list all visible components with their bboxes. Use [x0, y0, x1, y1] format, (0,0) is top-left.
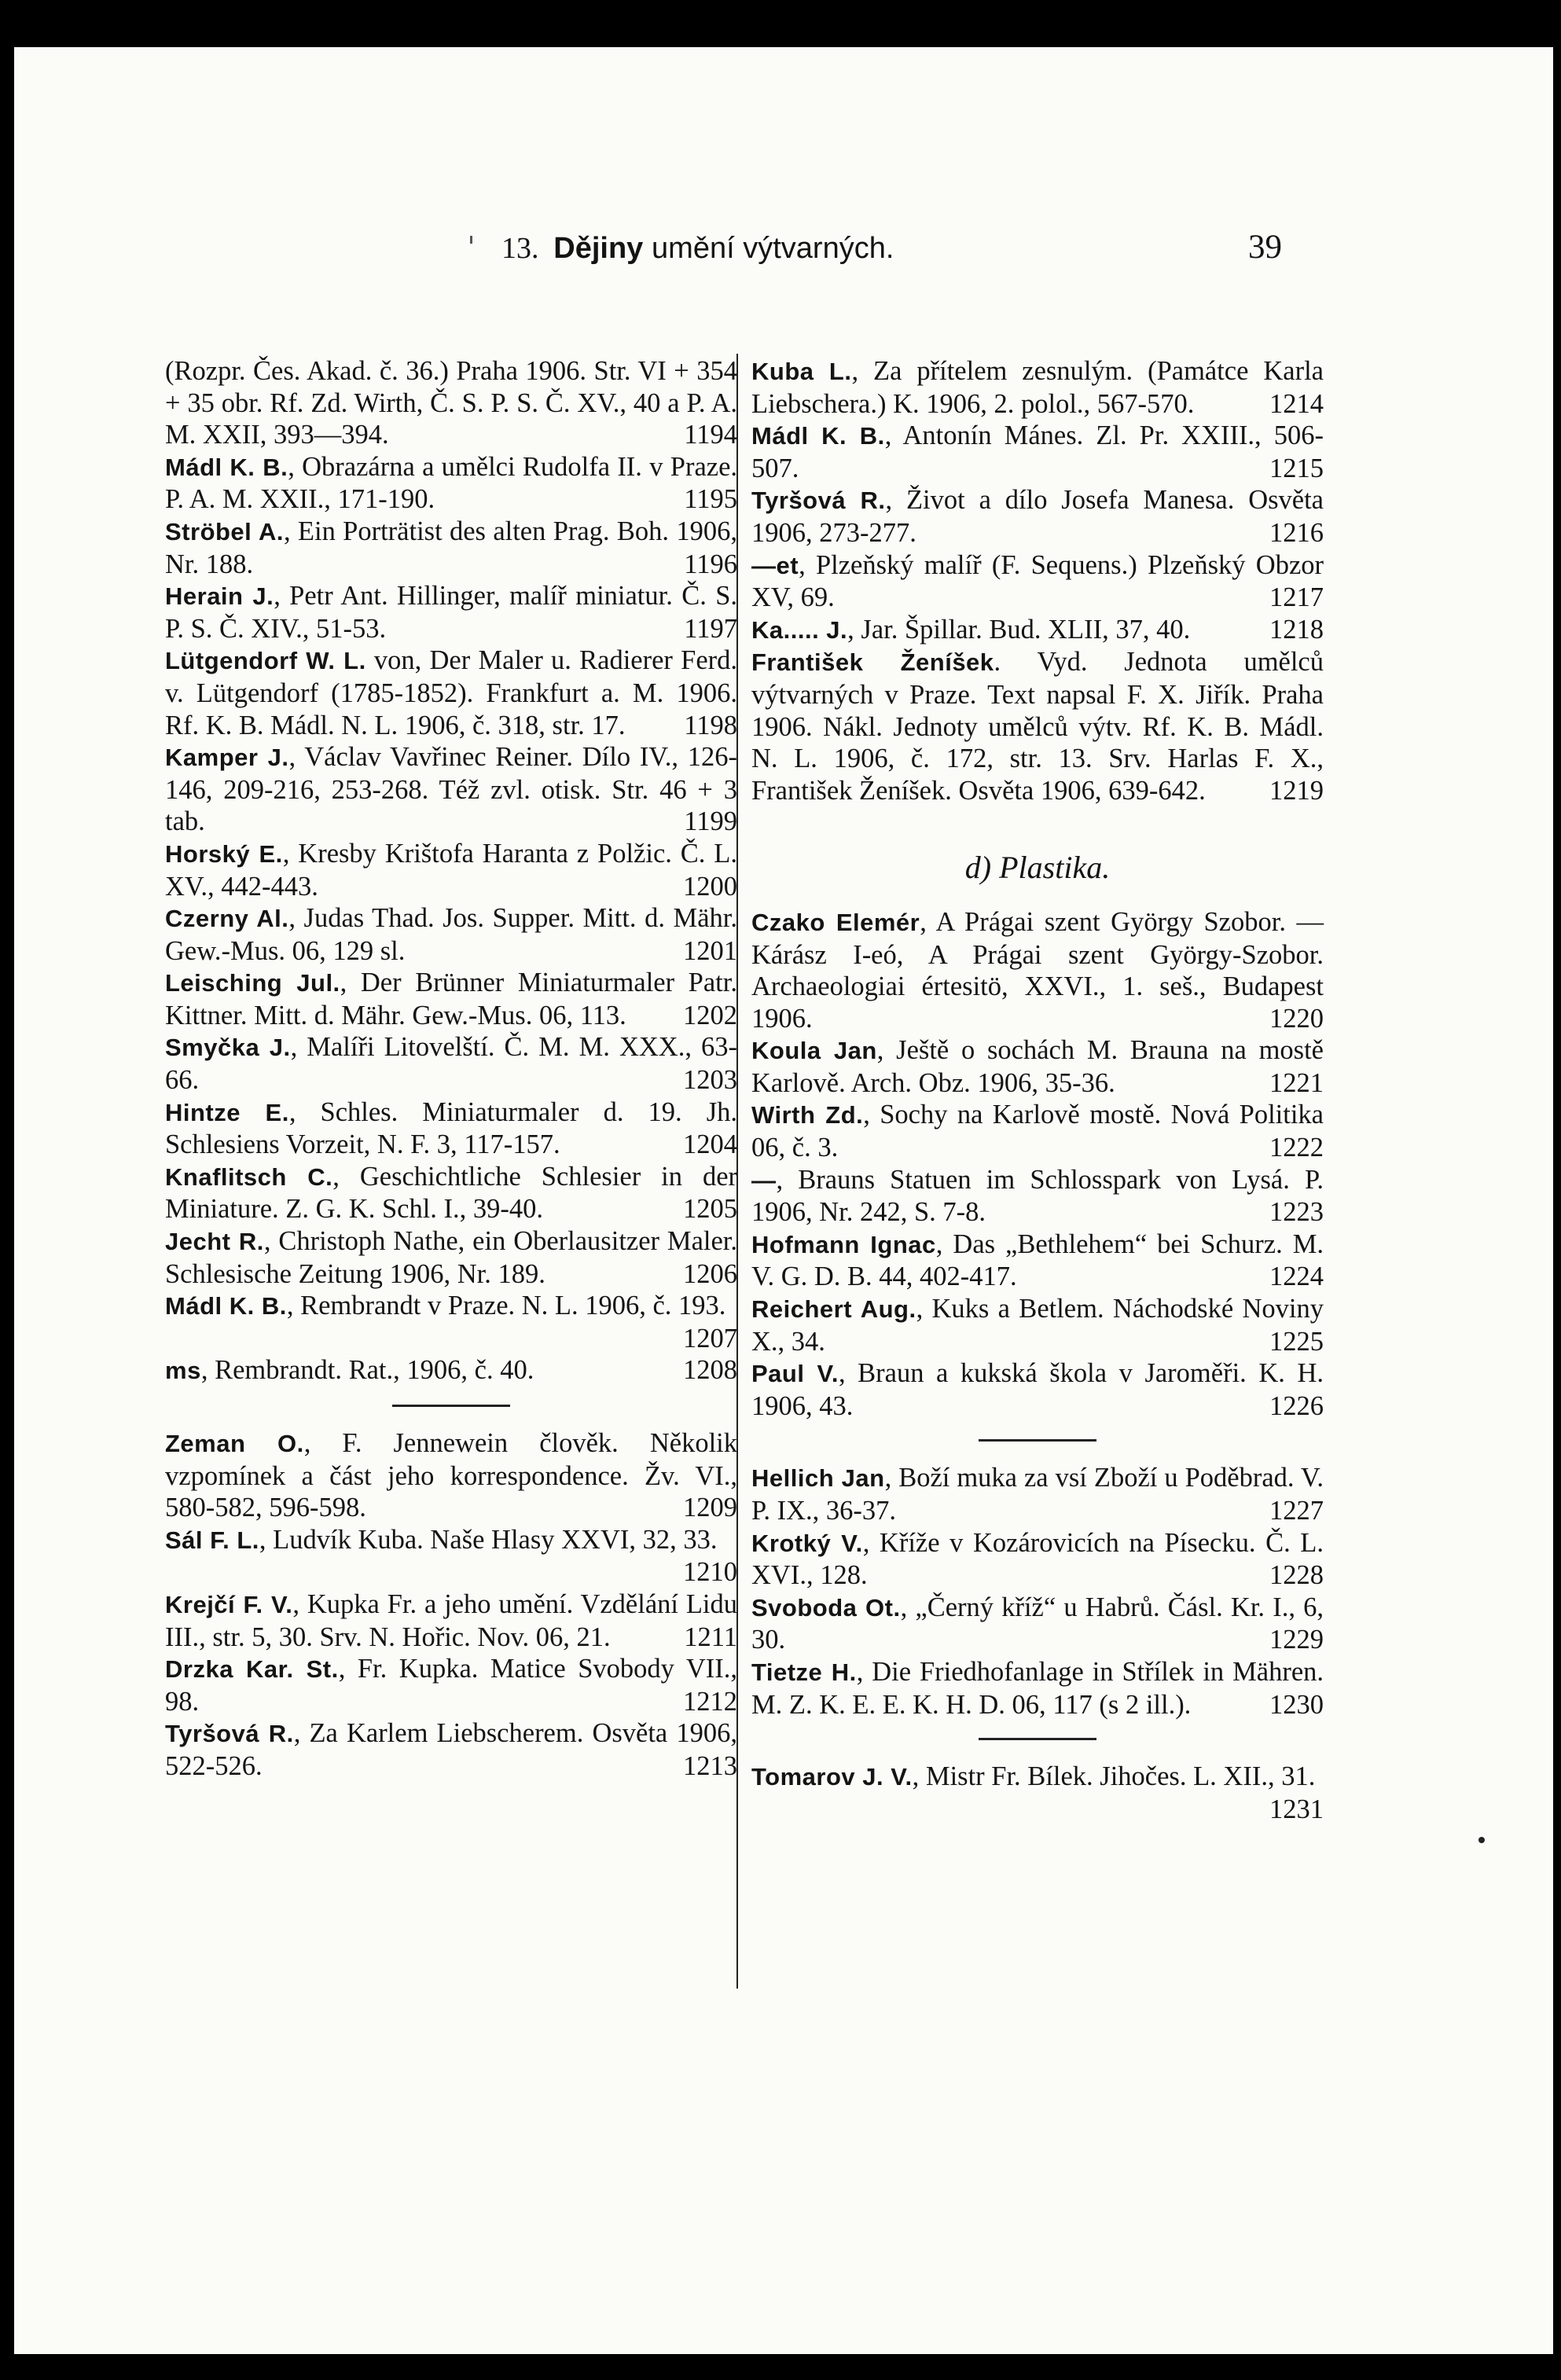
- entry-number: 1213: [683, 1750, 737, 1781]
- page-number: 39: [1248, 229, 1282, 266]
- bibliography-entry: [165, 1161, 737, 1225]
- entry-text: , Ein Porträtist des alten Prag. Boh. 1906, Nr. 188.: [165, 516, 737, 579]
- entry-text: , Fr. Kupka. Matice Svobody VII., 98.: [165, 1654, 737, 1717]
- bibliography-entry: [165, 741, 737, 838]
- entry-author: Kuba L.: [751, 358, 852, 385]
- entry-text: , Sochy na Karlově mostě. Nová Politika 06, č. 3.: [751, 1100, 1324, 1163]
- entry-number: 1229: [1269, 1625, 1324, 1655]
- running-header: [14, 228, 1553, 291]
- entry-author: Hellich Jan: [751, 1464, 885, 1493]
- entry-author: Svoboda Ot.: [751, 1593, 901, 1622]
- entry-text: . Vyd. Jednota umělců výtvarných v Praze. Text napsal F. X. Jiřík. Praha 1906. Nákl. Jednoty umělců výtv. Rf. K. B. Mádl. N. L. 1906, č. 172, str. 13. Srv. Harlas F. X., František Ženíšek. Osvěta 1906, 639-642.: [751, 647, 1324, 806]
- entry-author: Mádl K. B.: [751, 422, 885, 450]
- chapter-number: 13.: [501, 232, 539, 265]
- bibliography-entry: [751, 646, 1324, 806]
- entry-author: —et: [751, 551, 799, 579]
- entry-number: 1196: [684, 549, 737, 579]
- entry-text: , Za přítelem zesnulým. (Památce Karla Liebschera.) K. 1906, 2. polol., 567-570.: [751, 356, 1324, 419]
- bibliography-entry: [165, 1354, 737, 1387]
- bibliography-entry: [165, 451, 737, 516]
- bibliography-entry: [751, 1761, 1324, 1825]
- entry-number: 1206: [683, 1258, 737, 1289]
- section-heading-plastika: d) Plastika.: [964, 850, 1111, 886]
- entry-number: 1215: [1269, 453, 1324, 483]
- entry-author: Wirth Zd.: [751, 1101, 864, 1129]
- entry-text: , Kuks a Betlem. Náchodské Noviny X., 34.: [751, 1294, 1324, 1357]
- bibliography-entry: [751, 1229, 1324, 1293]
- entry-number: 1201: [683, 935, 737, 966]
- entry-author: Kamper J.: [165, 744, 289, 772]
- entry-author: ms: [165, 1357, 201, 1385]
- bibliography-entry: [751, 1164, 1324, 1229]
- entry-number: 1226: [1269, 1390, 1324, 1421]
- entry-text: , F. Jennewein člověk. Několik vzpomínek a část jeho korrespondence. Žv. VI., 580-582, 596-598.: [165, 1428, 737, 1523]
- entry-number: 1195: [684, 484, 737, 515]
- bibliography-entry: [165, 645, 737, 741]
- entry-text: , Rembrandt. Rat., 1906, č. 40.: [200, 1355, 534, 1386]
- entry-author: Hintze E.: [165, 1098, 289, 1126]
- bibliography-entry: [165, 902, 737, 967]
- left-column: [165, 355, 737, 1783]
- entry-author: Czerny Al.: [165, 905, 289, 933]
- entry-number: 1199: [684, 806, 737, 837]
- entry-author: Drzka Kar. St.: [165, 1655, 339, 1684]
- entry-author: Tyršová R.: [165, 1720, 294, 1748]
- bibliography-entry: [165, 1717, 737, 1782]
- entry-text: , Život a dílo Josefa Manesa. Osvěta 1906, 273-277.: [751, 485, 1324, 548]
- entry-text: , Braun a kukská škola v Jaroměři. K. H. 1906, 43.: [751, 1358, 1324, 1421]
- section-separator: [979, 1439, 1096, 1442]
- entry-author: Smyčka J.: [165, 1034, 291, 1062]
- entry-author: Horský E.: [165, 839, 283, 868]
- bibliography-entry: [165, 1653, 737, 1717]
- entry-author: Zeman O.: [165, 1430, 304, 1457]
- entry-author: Tyršová R.: [751, 487, 886, 515]
- bibliography-entry: [751, 1099, 1324, 1163]
- entry-text: , Plzeňský malíř (F. Sequens.) Plzeňský Obzor XV, 69.: [751, 549, 1324, 613]
- entry-text: , Mistr Fr. Bílek. Jihočes. L. XII., 31.: [912, 1761, 1316, 1792]
- entry-number: 1194: [684, 420, 737, 450]
- entry-text: von, Der Maler u. Radierer Ferd. v. Lütgendorf (1785-1852). Frankfurt a. M. 1906. Rf. K. B. Mádl. N. L. 1906, č. 318, str. 17.: [165, 645, 737, 740]
- entry-author: Czako Elemér: [751, 908, 920, 936]
- bibliography-entry: [751, 1462, 1324, 1526]
- entry-text: , Die Friedhofanlage in Střílek in Mähren. M. Z. K. E. E. K. H. D. 06, 117 (s 2 ill.).: [751, 1656, 1324, 1720]
- bibliography-entry: [165, 1589, 737, 1653]
- entry-text: , Obrazárna a umělci Rudolfa II. v Praze. P. A. M. XXII., 171-190.: [165, 451, 738, 515]
- entry-number: 1231: [1269, 1794, 1324, 1824]
- bibliography-entry: [751, 1592, 1324, 1656]
- entry-author: Reichert Aug.: [751, 1295, 916, 1324]
- entry-text: , „Černý kříž“ u Habrů. Čásl. Kr. I., 6, 30.: [751, 1592, 1324, 1655]
- entry-text: , Christoph Nathe, ein Oberlausitzer Maler. Schlesische Zeitung 1906, Nr. 189.: [165, 1226, 737, 1289]
- entry-author: Sál F. L.: [165, 1526, 259, 1554]
- entry-author: Ströbel A.: [165, 517, 284, 545]
- entry-text: , Za Karlem Liebscherem. Osvěta 1906, 522-526.: [165, 1718, 737, 1781]
- entry-number: 1203: [683, 1065, 737, 1096]
- entry-text: , Václav Vavřinec Reiner. Dílo IV., 126-146, 209-216, 253-268. Též zvl. otisk. Str. 46 + 3 tab.: [165, 742, 737, 837]
- entry-number: 1211: [684, 1622, 737, 1652]
- entry-author: Krejčí F. V.: [165, 1590, 293, 1618]
- bibliography-entry: [165, 1290, 737, 1354]
- right-entries: [751, 355, 1324, 806]
- bibliography-entry: [165, 1031, 737, 1096]
- header-title-rest: umění výtvarných.: [652, 232, 894, 265]
- entry-text: , Ludvík Kuba. Naše Hlasy XXVI, 32, 33.: [259, 1524, 718, 1555]
- bibliography-entry: [751, 906, 1324, 1034]
- entry-text: , Der Brünner Miniaturmaler Patr. Kittner. Mitt. d. Mähr. Gew.-Mus. 06, 113.: [165, 968, 737, 1030]
- entry-text: , Kříže v Kozárovicích na Písecku. Č. L. XVI., 128.: [751, 1527, 1324, 1591]
- entry-number: 1216: [1269, 517, 1324, 548]
- right-column: [751, 355, 1324, 1825]
- entry-author: Tomarov J. V.: [751, 1763, 913, 1791]
- bibliography-entry: [751, 355, 1324, 420]
- entry-number: 1224: [1269, 1262, 1324, 1292]
- left-entries-2: [165, 1427, 737, 1783]
- section-separator: [979, 1738, 1096, 1740]
- ink-spot: [1478, 1837, 1485, 1843]
- entry-author: Knaflitsch C.: [165, 1162, 333, 1191]
- entry-author: Mádl K. B.: [165, 1292, 287, 1320]
- entry-number: 1221: [1269, 1067, 1324, 1098]
- entry-author: Ka..... J.: [751, 615, 848, 644]
- entry-author: Paul V.: [751, 1360, 839, 1388]
- entry-number: 1212: [683, 1686, 737, 1717]
- entry-text: , A Prágai szent György Szobor. — Kárász I-eó, A Prágai szent György-Szobor. Archaeologiai értesitö, XXVI., 1. seš., Budapest 1906.: [751, 906, 1324, 1034]
- entry-number: 1197: [684, 613, 737, 644]
- entry-author: Leisching Jul.: [165, 969, 340, 997]
- entry-number: 1228: [1269, 1560, 1324, 1591]
- bibliography-entry: [751, 420, 1324, 484]
- entry-number: 1217: [1269, 582, 1324, 613]
- entry-number: 1205: [683, 1194, 737, 1225]
- entry-author: Koula Jan: [751, 1037, 877, 1065]
- bibliography-entry: [165, 838, 737, 902]
- entry-text: , Jar. Špillar. Bud. XLII, 37, 40.: [847, 614, 1191, 645]
- entry-text: , Das „Bethlehem“ bei Schurz. M. V. G. D. B. 44, 402-417.: [751, 1229, 1324, 1292]
- entry-number: 1227: [1269, 1496, 1324, 1526]
- right-entries-2: [751, 906, 1324, 1423]
- entry-text: , Judas Thad. Jos. Supper. Mitt. d. Mähr. Gew.-Mus. 06, 129 sl.: [165, 903, 737, 966]
- entry-number: 1204: [683, 1129, 737, 1160]
- entry-author: František Ženíšek: [751, 648, 994, 677]
- bibliography-entry: [165, 1524, 737, 1589]
- entry-author: —: [751, 1166, 777, 1194]
- entry-number: 1225: [1269, 1326, 1324, 1357]
- entry-author: Mádl K. B.: [165, 453, 288, 481]
- entry-number: 1223: [1269, 1197, 1324, 1228]
- section-separator: [392, 1405, 510, 1407]
- entry-number: 1214: [1269, 388, 1324, 419]
- entry-text: (Rozpr. Čes. Akad. č. 36.) Praha 1906. Str. VI + 354 + 35 obr. Rf. Zd. Wirth, Č. S. P. S. Č. XV., 40 a P. A. M. XXII, 393—394.: [165, 356, 737, 450]
- left-entries: [165, 355, 737, 1387]
- header-title: [501, 228, 894, 266]
- entry-author: Hofmann Ignac: [751, 1230, 936, 1258]
- bibliography-entry: [165, 1427, 737, 1524]
- entry-number: 1208: [683, 1355, 737, 1386]
- bibliography-entry: [165, 580, 737, 645]
- entry-number: 1218: [1269, 614, 1324, 645]
- bibliography-entry: [165, 1225, 737, 1290]
- bibliography-entry: [751, 1034, 1324, 1099]
- entry-number: 1209: [683, 1493, 737, 1523]
- entry-number: 1220: [1269, 1003, 1324, 1034]
- entry-author: Krotký V.: [751, 1529, 863, 1557]
- header-title-bold: Dějiny: [553, 232, 644, 265]
- entry-number: 1219: [1269, 775, 1324, 806]
- entry-text: , Malíři Litovelští. Č. M. M. XXX., 63-66.: [165, 1032, 737, 1096]
- entry-number: 1198: [684, 710, 737, 740]
- bibliography-entry: [751, 1527, 1324, 1592]
- entry-text: , Schles. Miniaturmaler d. 19. Jh. Schlesiens Vorzeit, N. F. 3, 117-157.: [165, 1096, 737, 1160]
- entry-author: Tietze H.: [751, 1658, 857, 1686]
- bibliography-entry: [751, 1357, 1324, 1422]
- entry-number: 1207: [683, 1323, 737, 1353]
- entry-number: 1200: [683, 871, 737, 902]
- entry-number: 1210: [683, 1557, 737, 1588]
- bibliography-entry: [165, 1096, 737, 1161]
- entry-text: , Kresby Krištofa Haranta z Polžic. Č. L. XV., 442-443.: [165, 838, 737, 902]
- book-page: [14, 47, 1553, 2354]
- entry-text: , Brauns Statuen im Schlosspark von Lysá. P. 1906, Nr. 242, S. 7-8.: [751, 1164, 1324, 1228]
- entry-number: 1230: [1269, 1689, 1324, 1720]
- entry-number: 1202: [683, 1000, 737, 1030]
- right-entries-3: [751, 1462, 1324, 1721]
- entry-text: , Petr Ant. Hillinger, malíř miniatur. Č. S. P. S. Č. XIV., 51-53.: [165, 581, 738, 644]
- entry-text: , Boží muka za vsí Zboží u Poděbrad. V. P. IX., 36-37.: [751, 1463, 1324, 1526]
- bibliography-entry: [751, 549, 1324, 614]
- entry-author: Lütgendorf W. L.: [165, 647, 366, 675]
- bibliography-entry: [751, 1293, 1324, 1357]
- bibliography-entry: [165, 967, 737, 1031]
- bibliography-entry: [165, 355, 737, 451]
- bibliography-entry: [751, 484, 1324, 549]
- entry-text: , Rembrandt v Praze. N. L. 1906, č. 193.: [286, 1291, 726, 1321]
- bibliography-entry: [751, 614, 1324, 647]
- entry-text: , Kupka Fr. a jeho umění. Vzdělání Lidu III., str. 5, 30. Srv. N. Hořic. Nov. 06, 21.: [165, 1589, 737, 1652]
- bibliography-entry: [751, 1656, 1324, 1721]
- right-entries-4: [751, 1761, 1324, 1825]
- bibliography-entry: [165, 516, 737, 580]
- entry-author: Jecht R.: [165, 1228, 264, 1256]
- entry-number: 1222: [1269, 1133, 1324, 1163]
- entry-text: , Geschichtliche Schlesier in der Miniature. Z. G. K. Schl. I., 39-40.: [165, 1161, 737, 1225]
- entry-text: , Antonín Mánes. Zl. Pr. XXIII., 506-507.: [751, 421, 1324, 483]
- entry-text: , Ještě o sochách M. Brauna na mostě Karlově. Arch. Obz. 1906, 35-36.: [751, 1035, 1324, 1098]
- entry-author: Herain J.: [165, 582, 274, 611]
